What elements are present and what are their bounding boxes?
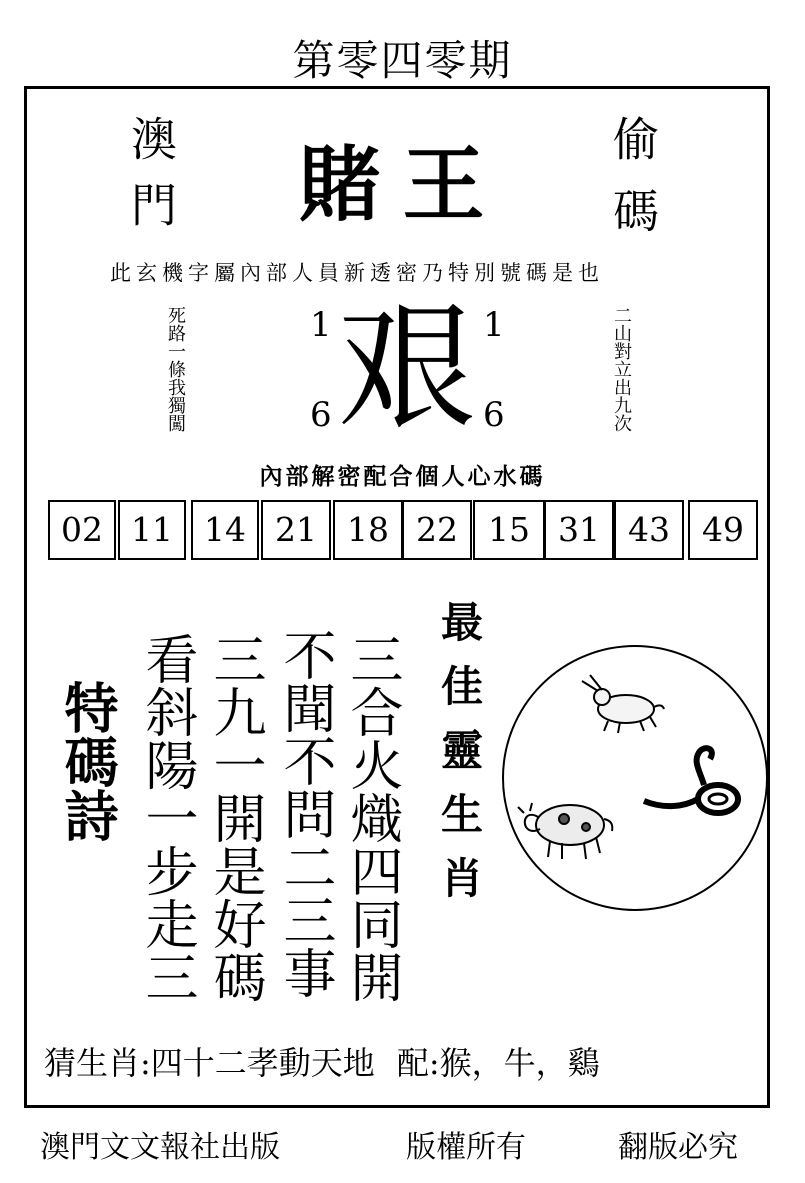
- poem-label: 特碼詩: [56, 680, 119, 842]
- poem-column: 三合火熾四同開: [342, 632, 404, 1003]
- poem-column: 看斜陽一步走三: [137, 632, 199, 1003]
- right-verse: 二山對立出九次: [611, 306, 632, 432]
- ox-icon: [518, 803, 612, 859]
- poem-column: 三九一開是好碼: [205, 632, 267, 1003]
- rights-notice: 版權所有: [406, 1130, 526, 1165]
- publisher: 澳門文文報社出版: [40, 1130, 280, 1165]
- left-title: 澳門: [124, 115, 178, 247]
- number-boxes: [48, 500, 760, 560]
- poem-column: 不聞不問二三事: [275, 628, 337, 999]
- number-box: 15: [473, 500, 545, 560]
- guess-label: 猜生肖:: [44, 1044, 151, 1082]
- number-box: 22: [402, 500, 472, 560]
- guess-line: [44, 1038, 600, 1084]
- number-bottom-left: 6: [310, 395, 332, 435]
- number-box: 02: [48, 500, 116, 560]
- number-box: 21: [261, 500, 331, 560]
- number-bottom-right: 6: [483, 395, 505, 435]
- number-box: 49: [688, 500, 758, 560]
- main-title: 賭王: [298, 138, 507, 233]
- right-title: 偷碼: [606, 115, 660, 259]
- number-box: 11: [118, 500, 186, 560]
- issue-title: 第零四零期: [292, 36, 513, 85]
- guess-text: 四十二孝動天地: [150, 1044, 375, 1082]
- number-top-right: 1: [483, 305, 505, 345]
- key-character: 艰: [338, 288, 477, 449]
- number-box: 14: [191, 500, 259, 560]
- pair-label: 配:: [396, 1044, 440, 1082]
- snake-icon: [644, 748, 738, 813]
- zodiac-illustration: [504, 647, 766, 909]
- best-zodiac-label: 最佳靈生肖: [435, 600, 484, 920]
- left-verse: 死路一條我獨闖: [165, 306, 186, 432]
- number-box: 43: [614, 500, 684, 560]
- number-top-left: 1: [310, 305, 332, 345]
- zodiac-circle: [502, 645, 768, 911]
- codes-heading: 內部解密配合個人心水碼: [259, 464, 546, 490]
- rabbit-icon: [582, 675, 664, 733]
- subtitle: 此玄機字屬內部人員新透密乃特別號碼是也: [110, 261, 604, 285]
- pair-text: 猴，牛，鷄: [439, 1044, 600, 1082]
- copy-warning: 翻版必究: [618, 1130, 738, 1165]
- number-box: 18: [333, 500, 403, 560]
- number-box: 31: [544, 500, 614, 560]
